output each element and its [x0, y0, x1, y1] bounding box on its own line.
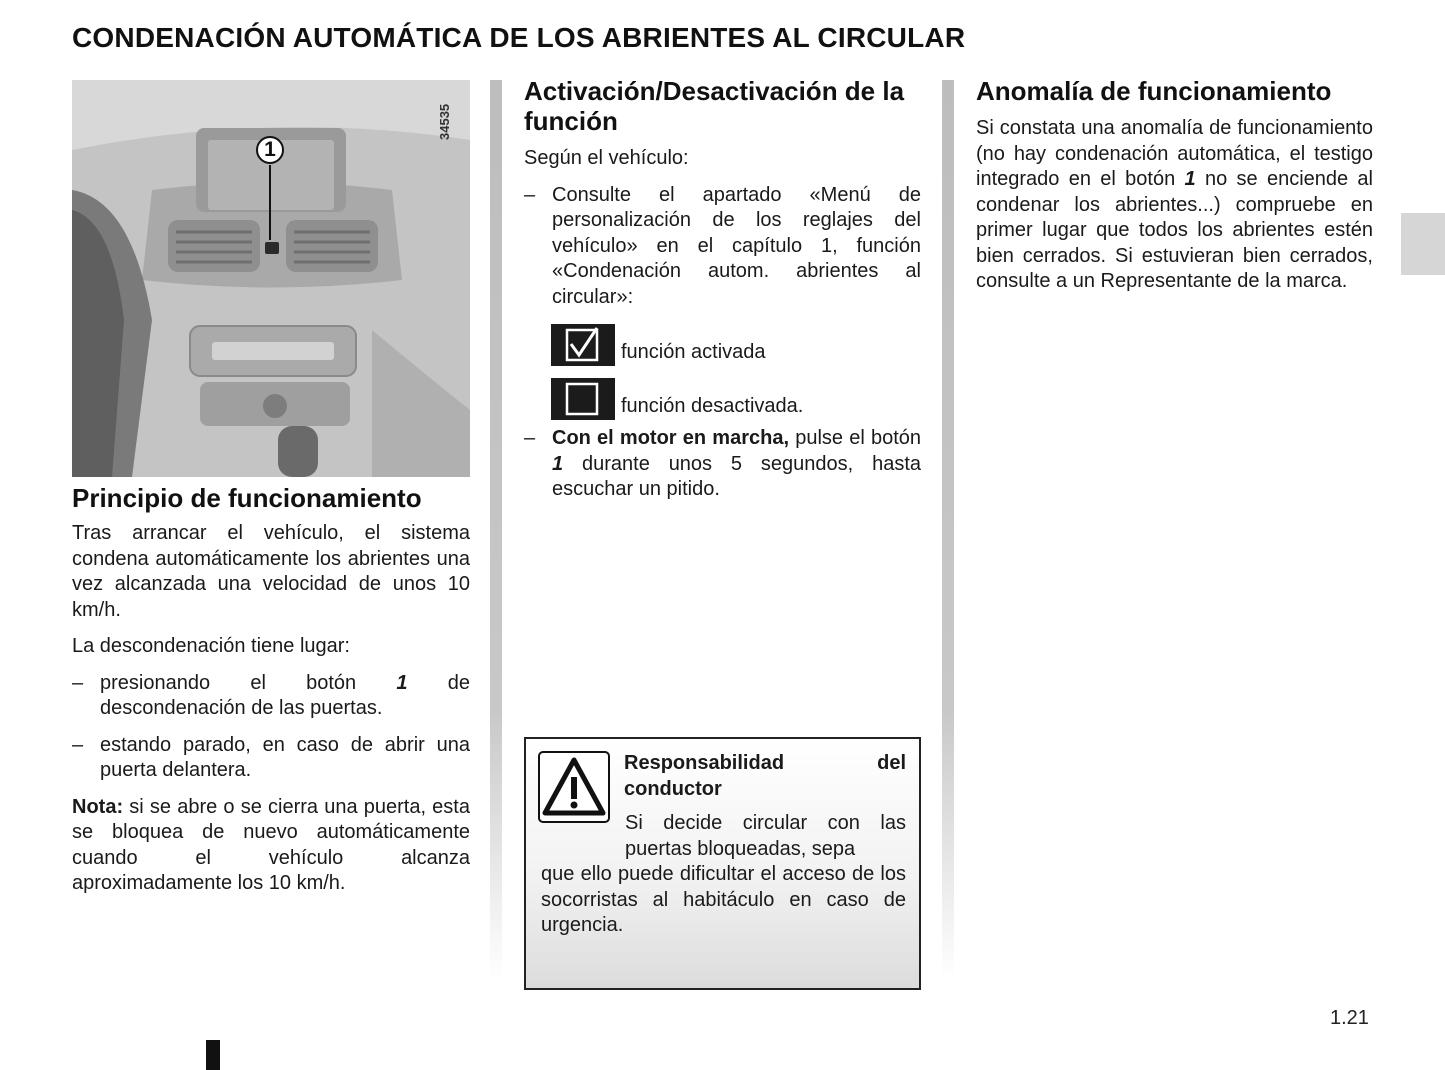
note-paragraph: Nota: si se abre o se cierra una puerta, esta se bloquea de nuevo automáticamente cuando el vehículo alcanza aproximadamente los 10 km/h.	[72, 795, 470, 894]
section-heading-anomalia: Anomalía de funcionamiento	[976, 76, 1332, 106]
page-edge-marker	[206, 1040, 220, 1070]
column-separator	[942, 80, 954, 980]
note-label: Nota:	[72, 795, 124, 818]
option-row-deactivated	[551, 378, 921, 420]
warning-box	[524, 737, 921, 990]
warning-title: Responsabilidad del conductor	[624, 752, 906, 800]
list-dash: –	[524, 427, 536, 449]
car-dashboard-photo	[72, 80, 470, 477]
column-separator	[490, 80, 502, 980]
paragraph: La descondenación tiene lugar:	[72, 635, 350, 657]
section-heading-principio: Principio de funcionamiento	[72, 483, 422, 513]
paragraph: Tras arrancar el vehículo, el sistema condena automáticamente los abrientes una vez alcanzada una velocidad de unos 10 km/h.	[72, 522, 470, 621]
section-heading-activacion: Activación/Desactivación de la función	[524, 76, 905, 136]
warning-text: Si decide circular con las puertas bloqueadas, sepa que ello puede dificultar el acceso de los socorristas al habitáculo en caso de urgencia.	[541, 812, 906, 936]
checkbox-empty-icon	[551, 378, 615, 420]
list-item: – estando parado, en caso de abrir una puerta delantera.	[72, 733, 470, 781]
list-item: – Consulte el apartado «Menú de personalización de los reglajes del vehículo» en el capítulo 1, función «Condenación autom. abrientes al circular»:	[524, 183, 921, 308]
list-dash: –	[72, 733, 84, 756]
callout-marker: 1	[256, 136, 284, 164]
option-row-activated	[551, 324, 921, 366]
figure-code: 34535	[437, 103, 452, 140]
paragraph: Según el vehículo:	[524, 147, 689, 169]
option-label: función desactivada.	[621, 394, 804, 417]
checkbox-checked-icon	[551, 324, 615, 366]
paragraph: Si constata una anomalía de funcionamiento (no hay condenación automática, el testigo integrado en el botón 1 no se enciende al condenar los abrientes...) compruebe en primer lugar que todos los abrientes estén bien cerrados. Si estuvieran bien cerrados, consulte a un Representante de la marca.	[976, 117, 1373, 292]
list-dash: –	[72, 671, 84, 694]
list-item: – presionando el botón 1 de descondenación de las puertas.	[72, 671, 470, 719]
option-label: función activada	[621, 340, 766, 363]
button-ref: 1	[552, 452, 564, 475]
list-item: – Con el motor en marcha, pulse el botón 1 durante unos 5 segundos, hasta escuchar un pitido.	[524, 427, 921, 500]
page-number: 1.21	[1330, 1007, 1369, 1029]
column-left	[72, 80, 470, 897]
column-right	[976, 76, 1373, 295]
list-dash: –	[524, 183, 536, 206]
page-title: CONDENACIÓN AUTOMÁTICA DE LOS ABRIENTES AL CIRCULAR	[72, 22, 966, 53]
button-ref: 1	[1184, 168, 1196, 190]
button-ref: 1	[396, 671, 408, 694]
column-middle	[524, 76, 921, 503]
section-tab-marker	[1401, 213, 1445, 275]
